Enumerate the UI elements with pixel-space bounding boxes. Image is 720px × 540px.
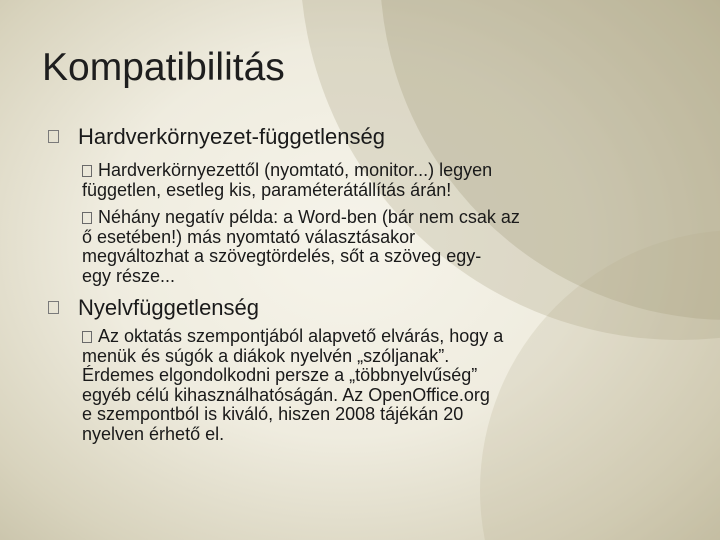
sub-bullet-line: nyelven érhető el. [82, 423, 225, 444]
sub-bullet-education [82, 327, 642, 444]
sub-bullet-line: menük és súgók a diákok nyelvén „szóljanak”. [82, 345, 450, 366]
slide-title: Kompatibilitás [42, 46, 285, 89]
bullet-box-icon [82, 331, 92, 343]
sub-bullet-line: független, esetleg kis, paraméterátállítás árán! [82, 179, 452, 200]
bullet-text: Hardverkörnyezet-függetlenség [78, 124, 385, 149]
sub-bullet-line: Érdemes elgondolkodni persze a „többnyelvűség” [82, 365, 478, 385]
sub-bullet-text [82, 161, 642, 200]
bullet-box-icon [48, 130, 59, 143]
sub-bullet-line: ő esetében!) más nyomtató választásakor [82, 226, 416, 247]
bullet-box-icon [48, 301, 59, 314]
sub-bullet-line: egyéb célú kihasználhatóságán. Az OpenOffice.org [82, 384, 490, 405]
sub-bullet-text [82, 327, 642, 444]
sub-bullet-negative-example [82, 208, 642, 286]
sub-bullet-line: Hardverkörnyezettől (nyomtató, monitor...) legyen [98, 160, 493, 180]
sub-bullet-line: Az oktatás szempontjából alapvető elvárás, hogy a [98, 326, 504, 346]
sub-bullet-line: megváltozhat a szövegtördelés, sőt a szöveg egy- [82, 246, 482, 266]
bullet-text: Nyelvfüggetlenség [78, 295, 260, 320]
sub-bullet-hardware-independence [82, 161, 642, 200]
bullet-box-icon [82, 212, 92, 224]
sub-bullet-line: Néhány negatív példa: a Word-ben (bár nem csak az [98, 207, 520, 227]
sub-bullet-line: e szempontból is kiváló, hiszen 2008 tájékán 20 [82, 404, 464, 424]
bullet-box-icon [82, 165, 92, 177]
sub-bullet-text [82, 208, 642, 286]
sub-bullet-line: egy része... [82, 265, 176, 286]
